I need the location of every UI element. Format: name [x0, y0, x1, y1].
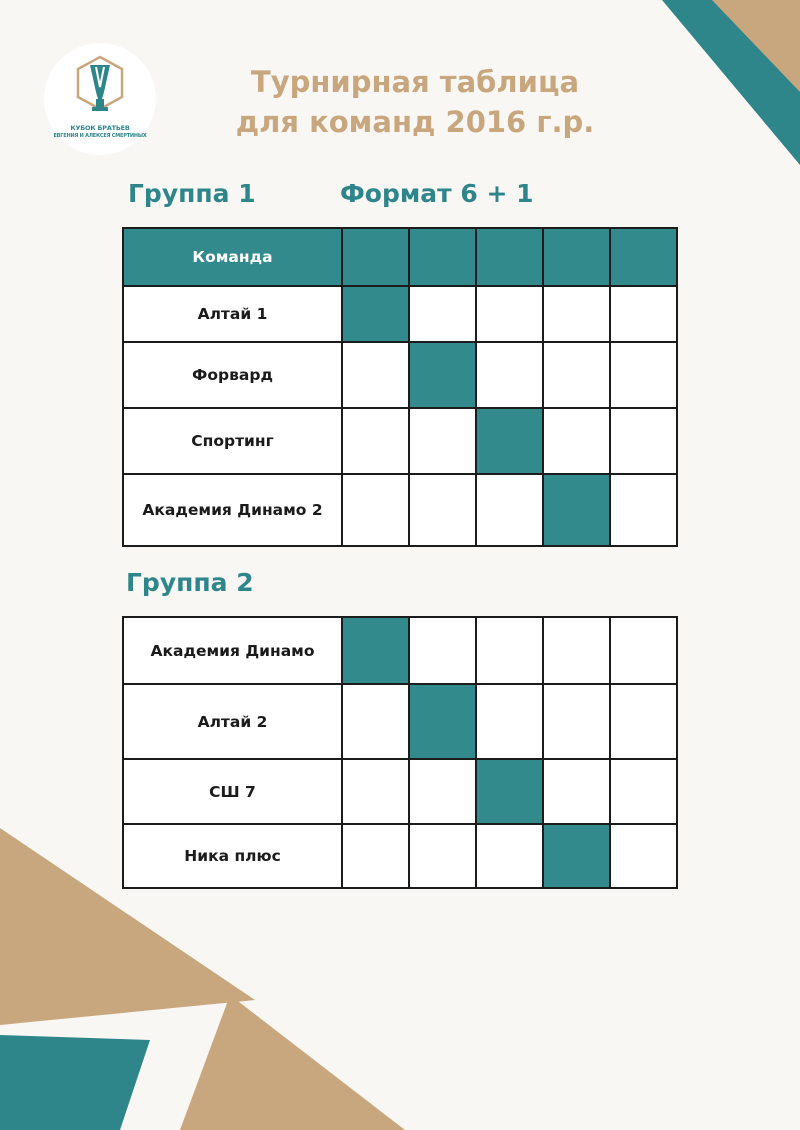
self-match-cell [342, 286, 409, 342]
group2-heading: Группа 2 [126, 568, 254, 597]
table-row [123, 286, 677, 342]
result-cell [342, 824, 409, 888]
result-cell [476, 617, 543, 684]
result-cell [342, 342, 409, 408]
result-cell [342, 684, 409, 759]
self-match-cell [409, 342, 476, 408]
team-name-cell: Академия Динамо [123, 617, 342, 684]
page-title-line2: для команд 2016 г.р. [235, 105, 595, 139]
result-cell [409, 408, 476, 474]
team-name-cell: Ника плюс [123, 824, 342, 888]
result-column-header [342, 228, 409, 286]
page-title-line1: Турнирная таблица [250, 65, 580, 99]
result-cell [543, 286, 610, 342]
result-column-header [476, 228, 543, 286]
table-row [123, 684, 677, 759]
team-name-cell: Алтай 1 [123, 286, 342, 342]
table-row [123, 342, 677, 408]
team-name-cell: Спортинг [123, 408, 342, 474]
page-title [200, 62, 630, 142]
self-match-cell [409, 684, 476, 759]
result-cell [476, 474, 543, 546]
self-match-cell [543, 474, 610, 546]
self-match-cell [342, 617, 409, 684]
result-cell [610, 342, 677, 408]
result-cell [476, 286, 543, 342]
table-row [123, 408, 677, 474]
logo-text-line2: ЕВГЕНИЯ И АЛЕКСЕЯ СМЕРТИНЫХ [53, 133, 147, 139]
result-cell [610, 474, 677, 546]
result-column-header [409, 228, 476, 286]
tournament-logo [44, 43, 156, 155]
self-match-cell [476, 408, 543, 474]
result-cell [342, 759, 409, 824]
result-cell [543, 617, 610, 684]
result-cell [543, 408, 610, 474]
result-cell [543, 759, 610, 824]
self-match-cell [543, 824, 610, 888]
corner-tan-shape-bottom-right [180, 995, 405, 1130]
team-name-cell: Форвард [123, 342, 342, 408]
table-row [123, 759, 677, 824]
format-label: Формат 6 + 1 [340, 179, 534, 208]
result-cell [610, 408, 677, 474]
table-row [123, 474, 677, 546]
team-column-header: Команда [123, 228, 342, 286]
team-name-cell: Алтай 2 [123, 684, 342, 759]
result-cell [409, 286, 476, 342]
result-cell [342, 474, 409, 546]
team-name-cell: СШ 7 [123, 759, 342, 824]
group2-table [122, 616, 678, 889]
result-cell [476, 684, 543, 759]
self-match-cell [476, 759, 543, 824]
corner-teal-shape-bottom [0, 1035, 150, 1130]
result-cell [610, 824, 677, 888]
logo-text-line1: КУБОК БРАТЬЕВ [70, 124, 130, 132]
table-header-row [123, 228, 677, 286]
team-name-cell: Академия Динамо 2 [123, 474, 342, 546]
group1-table [122, 227, 678, 547]
result-cell [610, 286, 677, 342]
result-cell [610, 759, 677, 824]
result-cell [409, 474, 476, 546]
result-column-header [543, 228, 610, 286]
result-cell [409, 617, 476, 684]
group1-heading: Группа 1 [128, 179, 256, 208]
table-row [123, 824, 677, 888]
result-cell [409, 759, 476, 824]
result-cell [543, 684, 610, 759]
result-cell [543, 342, 610, 408]
result-cell [610, 684, 677, 759]
table-row [123, 617, 677, 684]
result-cell [409, 824, 476, 888]
result-cell [342, 408, 409, 474]
result-column-header [610, 228, 677, 286]
result-cell [476, 342, 543, 408]
result-cell [476, 824, 543, 888]
result-cell [610, 617, 677, 684]
